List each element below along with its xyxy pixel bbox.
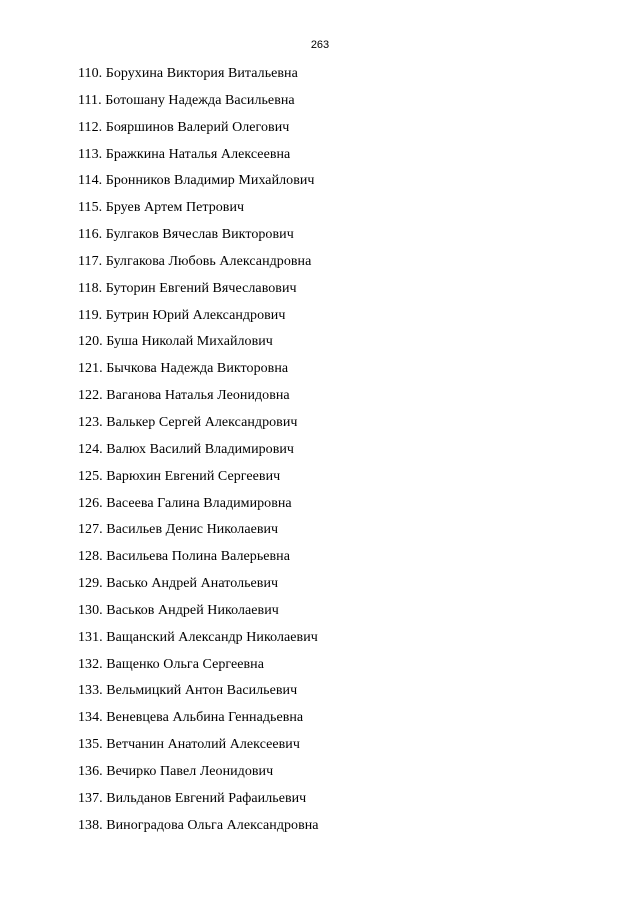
list-item: 131. Ващанский Александр Николаевич <box>78 629 318 645</box>
list-item: 133. Вельмицкий Антон Васильевич <box>78 683 298 699</box>
list-item: 136. Вечирко Павел Леонидович <box>78 763 274 779</box>
list-item: 123. Валькер Сергей Александрович <box>78 414 298 430</box>
list-item: 112. Бояршинов Валерий Олегович <box>78 119 290 135</box>
list-item: 134. Веневцева Альбина Геннадьевна <box>78 710 304 726</box>
list-item: 110. Борухина Виктория Витальевна <box>78 66 298 81</box>
list-item: 111. Ботошану Надежда Васильевна <box>78 92 295 108</box>
list-item: 118. Буторин Евгений Вячеславович <box>78 280 297 296</box>
list-item: 137. Вильданов Евгений Рафаильевич <box>78 790 307 806</box>
name-list <box>78 64 319 842</box>
list-item: 120. Буша Николай Михайлович <box>78 334 273 350</box>
list-item: 129. Васько Андрей Анатольевич <box>78 576 279 592</box>
list-item: 113. Бражкина Наталья Алексеевна <box>78 146 291 162</box>
list-item: 119. Бутрин Юрий Александрович <box>78 307 286 323</box>
list-item: 121. Бычкова Надежда Викторовна <box>78 361 289 377</box>
list-item: 130. Васьков Андрей Николаевич <box>78 602 279 618</box>
list-item: 135. Ветчанин Анатолий Алексеевич <box>78 737 300 753</box>
list-item: 114. Бронников Владимир Михайлович <box>78 173 315 189</box>
list-item: 138. Виноградова Ольга Александровна <box>78 817 319 833</box>
list-item: 127. Васильев Денис Николаевич <box>78 522 279 538</box>
list-item: 122. Ваганова Наталья Леонидовна <box>78 388 290 404</box>
list-item: 116. Булгаков Вячеслав Викторович <box>78 227 294 243</box>
list-item: 126. Васеева Галина Владимировна <box>78 495 292 511</box>
page-number: 263 <box>310 39 330 51</box>
list-item: 124. Валюх Василий Владимирович <box>78 441 294 457</box>
list-item: 115. Бруев Артем Петрович <box>78 200 245 216</box>
list-item: 128. Васильева Полина Валерьевна <box>78 549 290 565</box>
list-item: 125. Варюхин Евгений Сергеевич <box>78 468 281 484</box>
list-item: 132. Ващенко Ольга Сергеевна <box>78 656 264 672</box>
list-item: 117. Булгакова Любовь Александровна <box>78 253 312 269</box>
